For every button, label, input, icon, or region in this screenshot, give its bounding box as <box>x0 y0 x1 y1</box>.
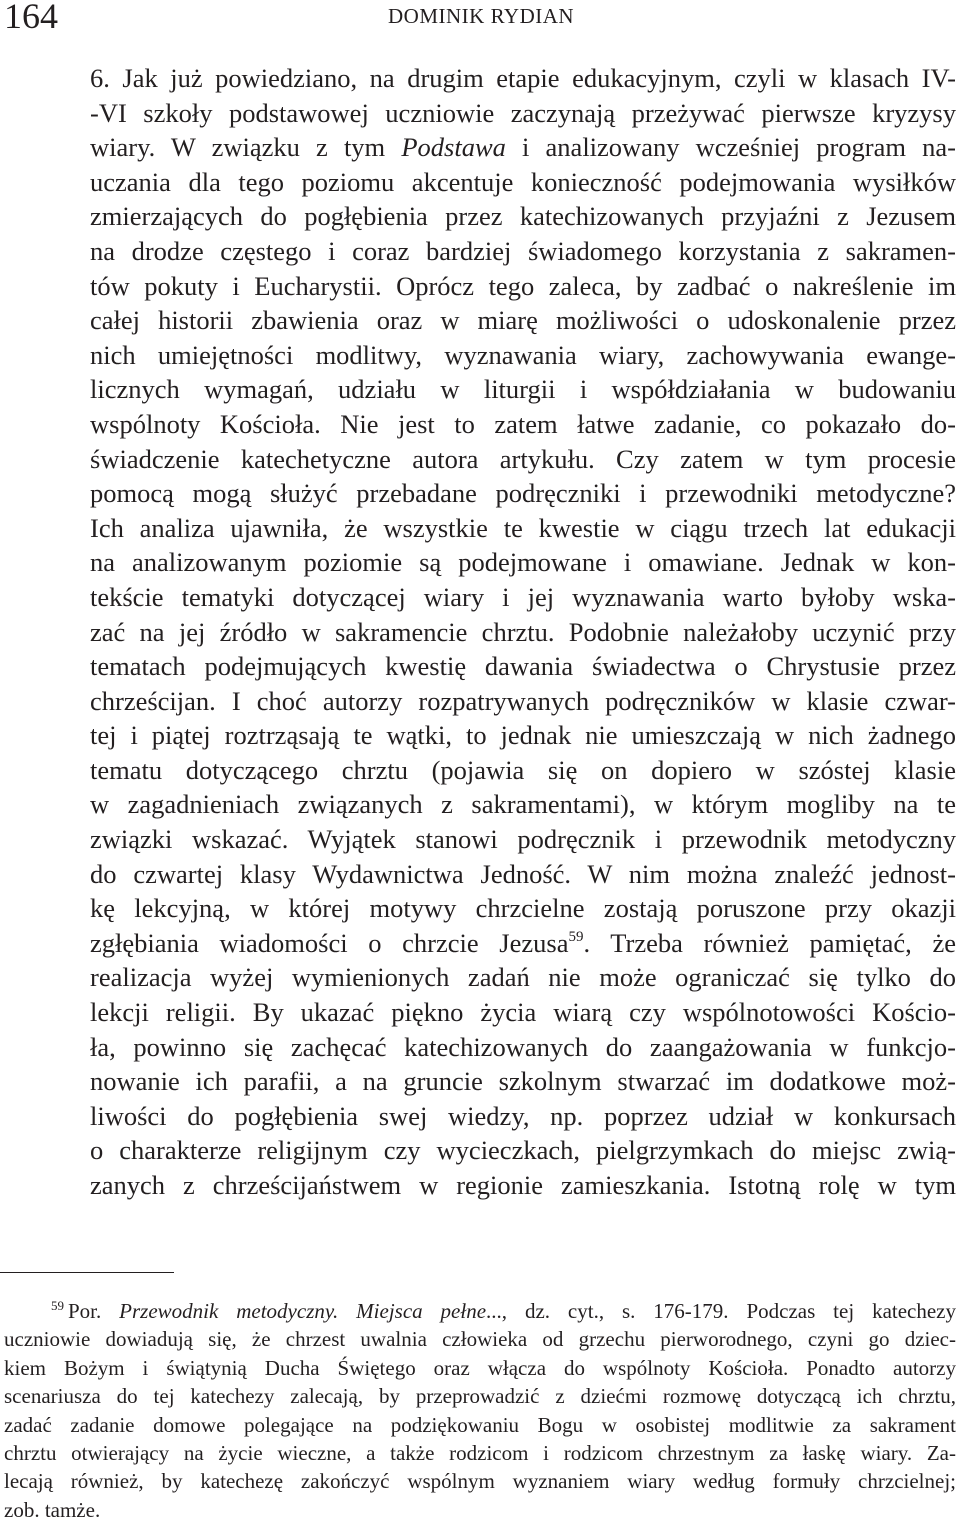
text-run: i analizowany wcześniej program na- <box>505 132 956 163</box>
text-run: liwości do pogłębienia swej wiedzy, np. poprzez udział w konkursach <box>90 1100 956 1131</box>
text-run: uczania dla tego poziomu akcentuje konieczność podejmowania wysiłków <box>90 166 956 197</box>
body-line <box>90 407 956 442</box>
text-run: Ich analiza ujawniła, że wszystkie te kwestie w ciągu trzech lat edukacji <box>90 512 956 543</box>
text-run: świadczenie katechetyczne autora artykułu. Czy zatem w tym procesie <box>90 443 956 474</box>
body-line <box>90 199 956 234</box>
body-line <box>90 1099 956 1134</box>
body-line <box>90 372 956 407</box>
text-run: Por. <box>68 1299 120 1323</box>
text-run: tej i piątej roztrząsają te wątki, to jednak nie umieszczają w nich żadnego <box>90 720 956 751</box>
text-run: ła, powinno się zachęcać katechizowanych do zaangażowania w funkcjo- <box>90 1031 956 1062</box>
italic-text: Podstawa <box>401 132 506 163</box>
text-run: chrztu otwierający na życie wieczne, a także rodzicom i rodzicom chrzestnym za łaskę wiary. Za- <box>4 1440 956 1465</box>
body-line <box>90 615 956 650</box>
footnote-marker: 59 <box>51 1298 64 1313</box>
text-run: ..., dz. cyt., s. 176-179. Podczas tej katechezy <box>486 1299 957 1323</box>
footnote-line <box>4 1354 956 1382</box>
body-line <box>90 234 956 269</box>
footnote-line <box>4 1411 956 1439</box>
text-run: na drodze częstego i coraz bardziej świadomego korzystania z sakramen- <box>90 235 956 266</box>
body-line <box>90 753 956 788</box>
main-text <box>90 61 956 1203</box>
footnote-line <box>4 1382 956 1410</box>
body-line <box>90 960 956 995</box>
text-run: pomocą mogą służyć przebadane podręczniki i przewodniki metodyczne? <box>90 478 956 509</box>
body-line <box>90 718 956 753</box>
text-run: kiem Bożym i świątynią Ducha Świętego oraz włącza do wspólnoty Kościoła. Ponadto autorzy <box>4 1355 956 1380</box>
body-line <box>90 303 956 338</box>
text-run: na analizowanym poziomie są podejmowane i omawiane. Jednak w kon- <box>90 547 956 578</box>
text-run: lecają również, by katechezę zakończyć wspólnym wyznaniem wiary według formuły chrzcielnej; <box>4 1469 956 1494</box>
text-run: zadać zadanie domowe polegające na podziękowaniu Bogu w osobistej modlitwie za sakrament <box>4 1412 956 1437</box>
text-run: całej historii zbawienia oraz w miarę możliwości o udoskonalenie przez <box>90 305 956 336</box>
footnote <box>4 1297 956 1524</box>
text-run: do czwartej klasy Wydawnictwa Jedność. W nim można znaleźć jednost- <box>90 858 956 889</box>
body-line <box>90 545 956 580</box>
text-run: zob. tamże. <box>4 1497 101 1522</box>
text-run: zać na jej źródło w sakramencie chrztu. Podobnie należałoby uczynić przy <box>90 616 956 647</box>
body-line <box>90 269 956 304</box>
text-run: -VI szkoły podstawowej uczniowie zaczynają przeżywać pierwsze kryzysy <box>90 97 956 128</box>
body-line <box>90 96 956 131</box>
body-line <box>90 787 956 822</box>
text-run: . Trzeba również pamiętać, że <box>583 927 956 958</box>
body-line <box>90 476 956 511</box>
text-run: wiary. W związku z tym <box>90 132 402 163</box>
text-run: kę lekcyjną, w której motywy chrzcielne zostają poruszone przy okazji <box>90 893 956 924</box>
text-run: uczniowie dowiadują się, że chrzest uwalnia człowieka od grzechu pierworodnego, czyni go dziec- <box>4 1327 956 1352</box>
footnote-line <box>4 1496 956 1524</box>
body-line <box>90 165 956 200</box>
text-run: nich umiejętności modlitwy, wyznawania wiary, zachowywania ewange- <box>90 339 956 370</box>
text-run: tekście tematyki dotyczącej wiary i jej wyznawania warto byłoby wska- <box>90 581 956 612</box>
text-run: 6. Jak już powiedziano, na drugim etapie edukacyjnym, czyli w klasach IV- <box>90 63 956 93</box>
text-run: tematu dotyczącego chrztu (pojawia się on dopiero w szóstej klasie <box>90 754 956 785</box>
body-line <box>90 580 956 615</box>
body-line <box>90 684 956 719</box>
text-run: tów pokuty i Eucharystii. Oprócz tego zaleca, by zadbać o nakreślenie im <box>90 270 956 301</box>
footnote-line <box>4 1467 956 1495</box>
text-run: tematach podejmujących kwestię dawania świadectwa o Chrystusie przez <box>90 651 956 682</box>
running-head: DOMINIK RYDIAN <box>388 4 575 28</box>
text-run: zgłębiania wiadomości o chrzcie Jezusa <box>90 927 569 958</box>
footnote-rule <box>0 1272 174 1273</box>
text-run: zanych z chrześcijaństwem w regionie zamieszkania. Istotną rolę w tym <box>90 1170 956 1200</box>
body-line <box>90 338 956 373</box>
body-line <box>90 995 956 1030</box>
body-line <box>90 926 956 961</box>
text-run: wspólnoty Kościoła. Nie jest to zatem łatwe zadanie, co pokazało do- <box>90 408 956 439</box>
body-line <box>90 649 956 684</box>
body-line <box>90 1133 956 1168</box>
body-line <box>90 857 956 892</box>
body-line <box>90 61 956 96</box>
text-run: zmierzających do pogłębienia przez katechizowanych przyjaźni z Jezusem <box>90 201 956 232</box>
footnote-line <box>4 1297 956 1325</box>
footnote-line <box>4 1439 956 1467</box>
italic-text: Przewodnik metodyczny. Miejsca pełne <box>119 1299 487 1323</box>
text-run: licznych wymagań, udziału w liturgii i współdziałania w budowaniu <box>90 374 956 405</box>
body-line <box>90 442 956 477</box>
body-line <box>90 511 956 546</box>
body-line <box>90 1168 956 1203</box>
footnote-reference: 59 <box>568 928 584 945</box>
body-line <box>90 891 956 926</box>
text-run: w zagadnieniach związanych z sakramentami), w którym mogliby na te <box>90 789 956 820</box>
body-line <box>90 822 956 857</box>
body-line <box>90 130 956 165</box>
text-run: o charakterze religijnym czy wycieczkach, pielgrzymkach do miejsc zwią- <box>90 1135 956 1166</box>
body-line <box>90 1030 956 1065</box>
text-run: realizacja wyżej wymienionych zadań nie może ograniczać się tylko do <box>90 962 956 993</box>
text-run: nowanie ich parafii, a na gruncie szkolnym stwarzać im dodatkowe moż- <box>90 1066 956 1097</box>
text-run: lekcji religii. By ukazać piękno życia wiarą czy wspólnotowości Kościo- <box>90 997 956 1028</box>
footnote-line <box>4 1325 956 1353</box>
text-run: chrześcijan. I choć autorzy rozpatrywanych podręczników w klasie czwar- <box>90 685 956 716</box>
text-run: scenariusza do tej katechezy zalecają, by przeprowadzić z dziećmi rozmowę dotyczącą ich chrztu, <box>4 1384 956 1409</box>
body-line <box>90 1064 956 1099</box>
text-run: związki wskazać. Wyjątek stanowi podręcznik i przewodnik metodyczny <box>90 824 956 855</box>
page-number: 164 <box>4 0 58 36</box>
